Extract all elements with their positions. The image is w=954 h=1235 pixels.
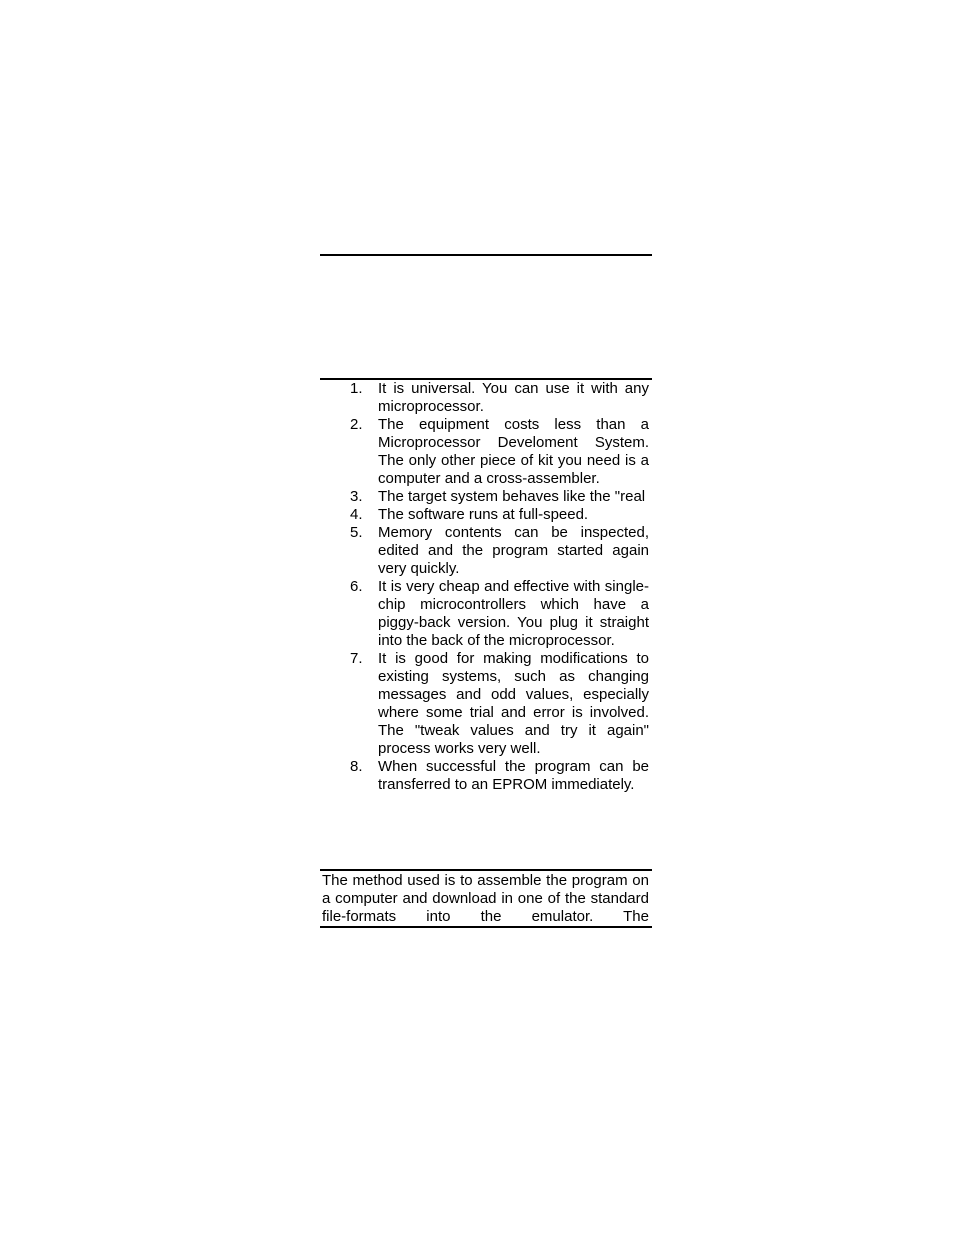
list-item-number: 8. xyxy=(350,758,363,775)
list-item-text: Memory contents can be inspected, edited and the program started again very quickly. xyxy=(378,524,649,577)
list-item-text: The software runs at full-speed. xyxy=(378,506,589,523)
list-item-number: 6. xyxy=(350,578,363,595)
list-item xyxy=(320,488,652,506)
list-item xyxy=(320,524,652,578)
list-item xyxy=(320,380,652,416)
bottom-rule xyxy=(320,926,652,928)
list-item-text: It is good for making modifications to existing systems, such as changing messages and odd values, especially where some trial and error is involved. The "tweak values and try it again" process works very well. xyxy=(378,650,649,757)
list-item-text: The target system behaves like the "real xyxy=(378,488,646,505)
list-item-text: When successful the program can be transferred to an EPROM immediately. xyxy=(378,758,649,793)
list-item-text: The equipment costs less than a Microprocessor Develoment System. The only other piece of kit you need is a computer and a cross-assembler. xyxy=(378,416,649,487)
list-item-number: 1. xyxy=(350,380,363,397)
list-item-number: 7. xyxy=(350,650,363,667)
advantages-list xyxy=(320,380,652,794)
list-item xyxy=(320,650,652,758)
list-item xyxy=(320,416,652,488)
body-paragraph: The method used is to assemble the program on a computer and download in one of the standard file-formats into the emulator. The xyxy=(322,872,649,925)
top-rule xyxy=(320,254,652,256)
list-item xyxy=(320,506,652,524)
paragraph-top-rule xyxy=(320,869,652,871)
list-item-number: 2. xyxy=(350,416,363,433)
list-item-number: 5. xyxy=(350,524,363,541)
list-item xyxy=(320,758,652,794)
list-item-text: It is universal. You can use it with any microprocessor. xyxy=(378,380,649,415)
list-item-text: It is very cheap and effective with single-chip microcontrollers which have a piggy-back version. You plug it straight into the back of the microprocessor. xyxy=(378,578,649,649)
list-item xyxy=(320,578,652,650)
list-item-number: 4. xyxy=(350,506,363,523)
list-item-number: 3. xyxy=(350,488,363,505)
